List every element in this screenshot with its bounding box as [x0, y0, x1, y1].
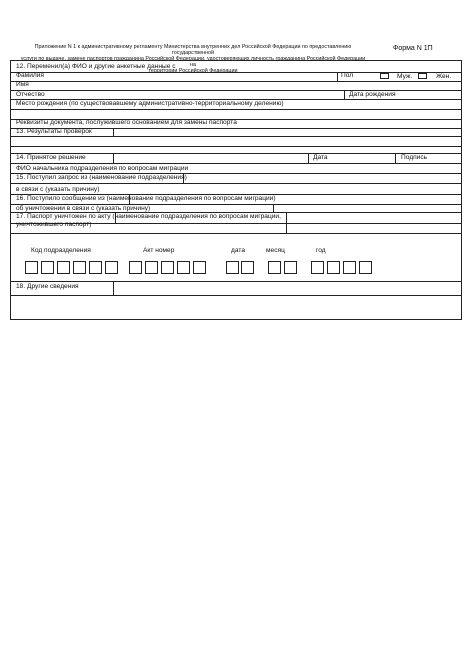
unit-code-digit[interactable]	[73, 261, 86, 274]
appendix-line-2: услуги по выдаче, замене паспортов гражданина Российской Федерации, удостоверяющих личность гражданина Российской Федерации на	[20, 56, 366, 68]
date-label: Дата	[313, 154, 328, 161]
check-results-label: 13. Результаты проверок	[16, 128, 92, 135]
month-digit[interactable]	[284, 261, 297, 274]
head-name-label: ФИО начальника подразделения по вопросам миграции	[16, 165, 189, 172]
year-digit[interactable]	[327, 261, 340, 274]
unit-code-digit[interactable]	[41, 261, 54, 274]
female-checkbox[interactable]	[418, 73, 427, 79]
year-digit[interactable]	[311, 261, 324, 274]
act-number-digit[interactable]	[129, 261, 142, 274]
appendix-line-3: территории Российской Федерации	[148, 68, 238, 74]
year-digit[interactable]	[343, 261, 356, 274]
destruction-label: об уничтожении в связи с (указать причину)	[16, 205, 151, 212]
day-label: дата	[231, 247, 245, 254]
unit-code-digit[interactable]	[105, 261, 118, 274]
changed-name-label: 12. Переменил(а) ФИО и другие анкетные данные с	[16, 63, 176, 70]
act-number-digit[interactable]	[177, 261, 190, 274]
unit-code-digit[interactable]	[89, 261, 102, 274]
act-number-digit[interactable]	[145, 261, 158, 274]
day-digit[interactable]	[241, 261, 254, 274]
month-label: месяц	[266, 247, 285, 254]
male-label: Муж.	[397, 73, 413, 80]
signature-label: Подпись	[401, 154, 428, 161]
unit-code-digit[interactable]	[57, 261, 70, 274]
act-number-label: Акт номер	[143, 247, 175, 254]
request-from-label: 15. Поступил запрос из (наименование подразделения)	[16, 174, 187, 181]
year-label: год	[316, 247, 326, 254]
doc-details-label: Реквизиты документа, послужившего основанием для замены паспорта	[16, 119, 237, 126]
year-digit[interactable]	[359, 261, 372, 274]
female-label: Жен.	[436, 73, 452, 80]
destroyed-label-2: уничтожившего паспорт)	[16, 221, 92, 228]
decision-label: 14. Принятое решение	[16, 154, 86, 161]
patronymic-label: Отчество	[16, 91, 45, 98]
sex-label: Пол	[341, 72, 354, 79]
first-name-label: Имя	[16, 81, 29, 88]
due-to-label: в связи с (указать причину)	[16, 186, 100, 193]
other-info-label: 18. Другие сведения	[16, 283, 79, 290]
act-number-digit[interactable]	[193, 261, 206, 274]
month-digit[interactable]	[268, 261, 281, 274]
birth-place-label: Место рождения (по существовавшему административно-территориальному делению)	[16, 100, 284, 107]
form-table	[10, 60, 462, 320]
birth-date-label: Дата рождения	[349, 91, 396, 98]
destroyed-label-1: 17. Паспорт уничтожен по акту (наименование подразделения по вопросам миграции,	[16, 213, 281, 220]
form-number: Форма N 1П	[393, 45, 433, 52]
message-from-label: 16. Поступило сообщение из (наименование подразделения по вопросам миграции)	[16, 195, 276, 202]
act-number-digit[interactable]	[161, 261, 174, 274]
day-digit[interactable]	[226, 261, 239, 274]
unit-code-digit[interactable]	[25, 261, 38, 274]
unit-code-label: Код подразделения	[31, 247, 91, 254]
appendix-line-1: Приложение N 1 к административному регламенту Министерства внутренних дел Российской Федерации по предоставлению государственной	[34, 44, 352, 56]
surname-label: Фамилия	[16, 72, 44, 79]
male-checkbox[interactable]	[380, 73, 389, 79]
